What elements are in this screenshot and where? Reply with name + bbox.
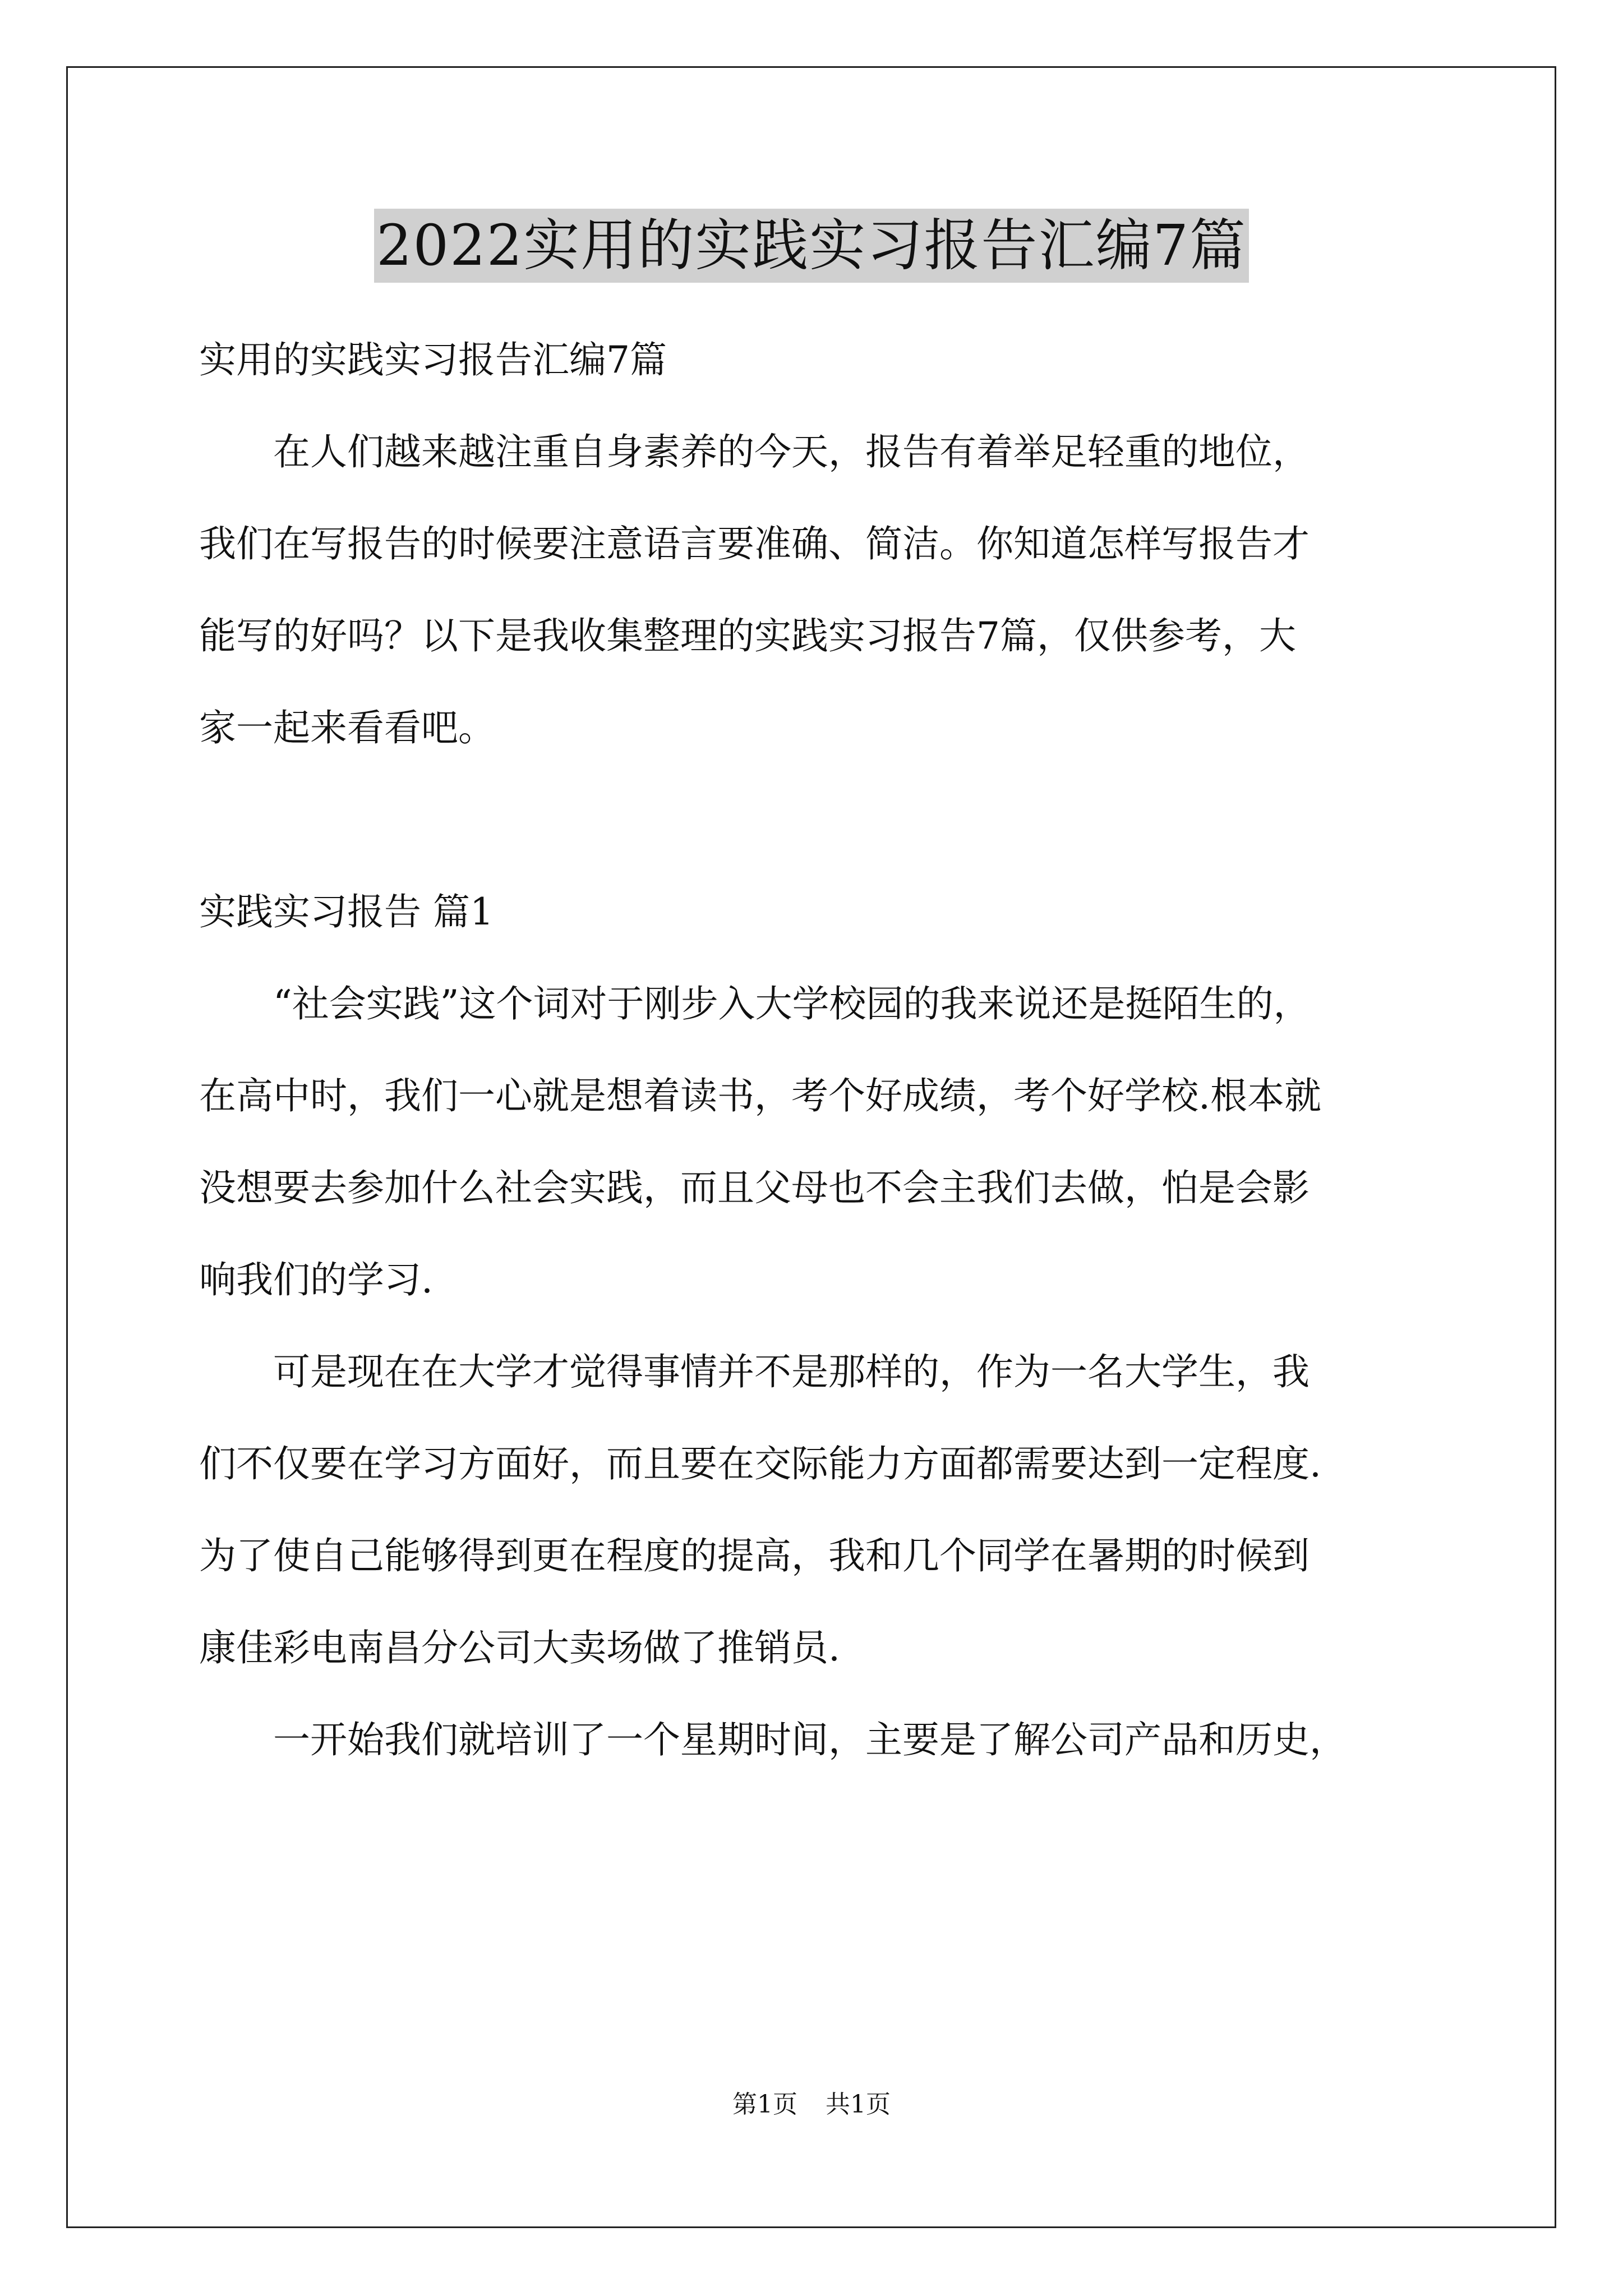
section-heading: 实践实习报告 篇1 xyxy=(199,890,494,933)
page-total: 共1页 xyxy=(826,2090,891,2119)
paragraph-line: 在高中时，我们一心就是想着读书，考个好成绩，考个好学校.根本就 xyxy=(199,1074,1321,1117)
page-footer xyxy=(0,2088,1623,2122)
paragraph-line: 可是现在在大学才觉得事情并不是那样的，作为一名大学生，我 xyxy=(273,1350,1310,1393)
title-block xyxy=(0,209,1623,283)
intro-line: 我们在写报告的时候要注意语言要准确、简洁。你知道怎样写报告才 xyxy=(199,522,1310,565)
paragraph-line: 康佳彩电南昌分公司大卖场做了推销员. xyxy=(199,1626,840,1669)
intro-line: 家一起来看看吧。 xyxy=(199,706,495,749)
paragraph-line: 响我们的学习. xyxy=(199,1258,433,1301)
paragraph-line: “社会实践”这个词对于刚步入大学校园的我来说还是挺陌生的， xyxy=(273,982,1311,1025)
document-body xyxy=(199,314,1433,1786)
paragraph-line: 们不仅要在学习方面好，而且要在交际能力方面都需要达到一定程度. xyxy=(199,1442,1321,1485)
page-number: 第1页 xyxy=(732,2090,797,2119)
paragraph-line: 没想要去参加什么社会实践，而且父母也不会主我们去做，怕是会影 xyxy=(199,1166,1310,1209)
intro-line: 能写的好吗？以下是我收集整理的实践实习报告7篇，仅供参考，大 xyxy=(199,614,1296,657)
document-title: 2022实用的实践实习报告汇编7篇 xyxy=(374,209,1249,283)
document-subtitle: 实用的实践实习报告汇编7篇 xyxy=(199,338,667,381)
paragraph-line: 为了使自己能够得到更在程度的提高，我和几个同学在暑期的时候到 xyxy=(199,1534,1310,1577)
paragraph-line: 一开始我们就培训了一个星期时间，主要是了解公司产品和历史， xyxy=(273,1718,1347,1761)
intro-line: 在人们越来越注重自身素养的今天，报告有着举足轻重的地位， xyxy=(273,430,1310,473)
blank-line xyxy=(199,774,1433,866)
